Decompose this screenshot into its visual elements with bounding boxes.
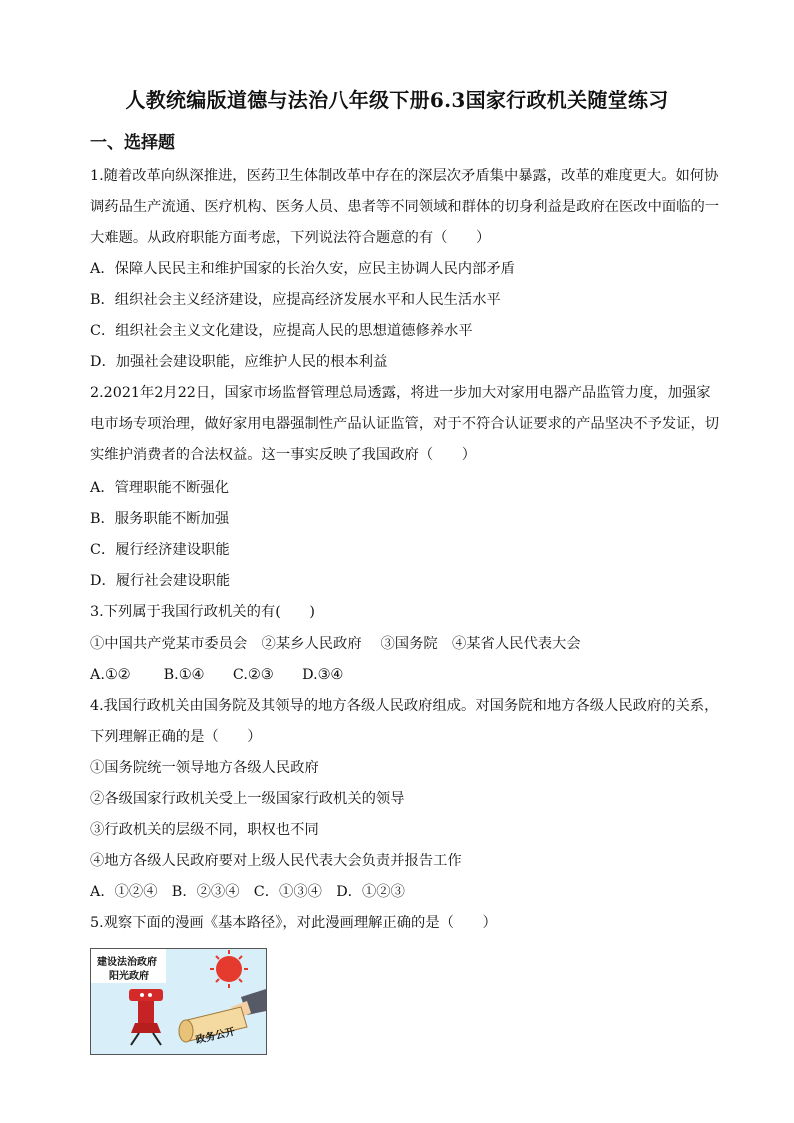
section-heading: 一、选择题 xyxy=(90,133,175,153)
option-b: B．服务职能不断加强 xyxy=(90,511,230,527)
text-line: 4.我国行政机关由国务院及其领导的地方各级人民政府组成。对国务院和地方各级人民政府的关系， xyxy=(90,698,719,714)
text-line: ①中国共产党某市委员会 ②某乡人民政府 ③国务院 ④某省人民代表大会 xyxy=(90,636,581,652)
page-title: 人教统编版道德与法治八年级下册6.3国家行政机关随堂练习 xyxy=(125,88,669,112)
text-line: 实维护消费者的合法权益。这一事实反映了我国政府（ ） xyxy=(90,447,477,463)
statement-2: ②各级国家行政机关受上一级国家行政机关的领导 xyxy=(90,791,405,807)
cartoon-scroll-label: 政务公开 xyxy=(194,1026,237,1047)
options-row: A.①② B.①④ C.②③ D.③④ xyxy=(90,667,344,683)
text-line: 大难题。从政府职能方面考虑，下列说法符合题意的有（ ） xyxy=(90,230,491,246)
text-line: 电市场专项治理，做好家用电器强制性产品认证监管，对于不符合认证要求的产品坚决不予发证，切 xyxy=(90,416,720,432)
text-line: 下列理解正确的是（ ） xyxy=(90,729,262,745)
option-c: C．履行经济建设职能 xyxy=(90,542,230,558)
option-c: C．组织社会主义文化建设，应提高人民的思想道德修养水平 xyxy=(90,323,473,339)
options-row: A．①②④ B．②③④ C．①③④ D．①②③ xyxy=(90,884,405,900)
option-d: D．加强社会建设职能，应维护人民的根本利益 xyxy=(90,354,388,370)
text-line: 5.观察下面的漫画《基本路径》，对此漫画理解正确的是（ ） xyxy=(90,915,497,931)
option-b: B．组织社会主义经济建设，应提高经济发展水平和人民生活水平 xyxy=(90,292,501,308)
text-line: 调药品生产流通、医疗机构、医务人员、患者等不同领域和群体的切身利益是政府在医改中面临的一 xyxy=(90,199,720,215)
option-a: A．保障人民民主和维护国家的长治久安，应民主协调人民内部矛盾 xyxy=(90,261,515,277)
text-line: 1.随着改革向纵深推进，医药卫生体制改革中存在的深层次矛盾集中暴露，改革的难度更大。如何协 xyxy=(90,168,719,184)
text-line: 2.2021年2月22日，国家市场监督管理总局透露，将进一步加大对家用电器产品监管力度，加强家 xyxy=(90,385,711,401)
cartoon-caption-2: 阳光政府 xyxy=(109,971,149,982)
statement-4: ④地方各级人民政府要对上级人民代表大会负责并报告工作 xyxy=(90,853,462,869)
option-a: A．管理职能不断强化 xyxy=(90,480,229,496)
cartoon-image xyxy=(90,948,267,1055)
statement-1: ①国务院统一领导地方各级人民政府 xyxy=(90,760,319,776)
cartoon-caption-1: 建设法治政府 xyxy=(97,957,157,968)
option-d: D．履行社会建设职能 xyxy=(90,573,231,589)
statement-3: ③行政机关的层级不同，职权也不同 xyxy=(90,822,319,838)
text-line: 3.下列属于我国行政机关的有( ) xyxy=(90,604,315,620)
